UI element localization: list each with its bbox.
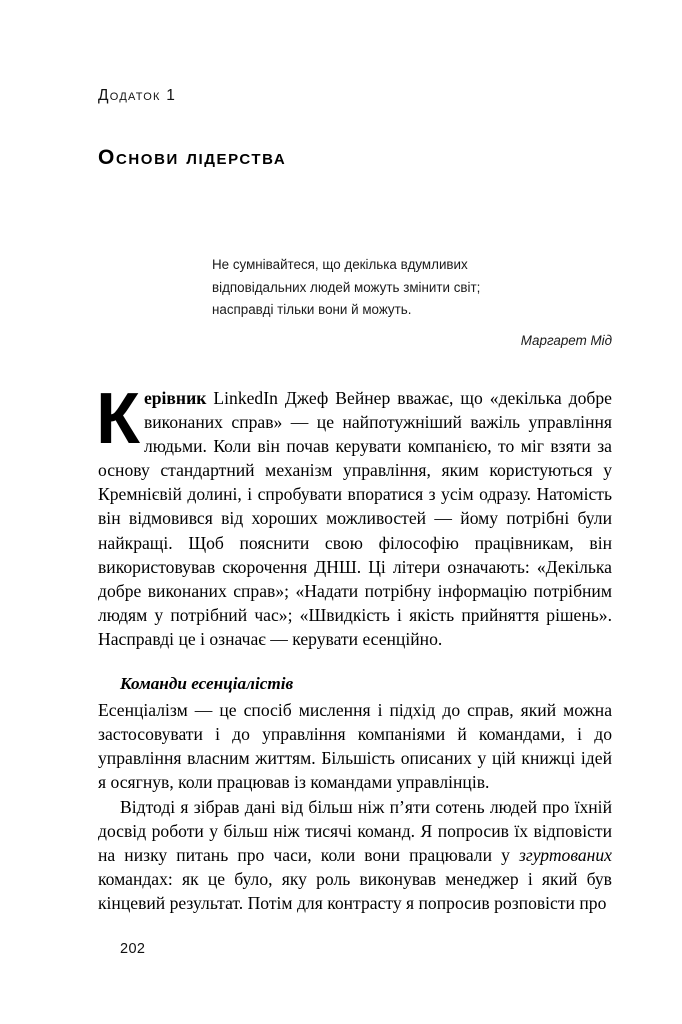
- body-text-column: [96, 379, 612, 915]
- epigraph-attribution: Маргарет Мід: [520, 333, 612, 348]
- paragraph-three-part-1: Відтоді я зібрав дані від більш ніж п’яти сотень людей про їхній досвід роботи у більш ніж тисячі команд. Я попросив їх відповісти на низку питань про часи, коли вони працювали у: [98, 796, 612, 865]
- emphasis-zgurtovanyh: згуртованих: [518, 844, 612, 865]
- epigraph-line-3: насправді тільки вони й можуть.: [212, 302, 412, 317]
- paragraph-opening: [96, 379, 612, 651]
- section-subheading: Команди есенціалістів: [120, 674, 294, 694]
- chapter-title: Основи лідерства: [98, 146, 287, 169]
- paragraph-three: [98, 795, 612, 915]
- lead-in-bold: ерівник: [143, 388, 207, 408]
- drop-cap: К: [96, 379, 140, 459]
- epigraph-quote: [212, 254, 612, 322]
- appendix-label: Додаток 1: [98, 87, 177, 104]
- page-number: 202: [120, 941, 146, 957]
- epigraph-line-1: Не сумнівайтеся, що декілька вдумливих: [212, 257, 468, 272]
- paragraph-opening-text: LinkedIn Джеф Вейнер вважає, що «декілька добре виконаних справ» — це найпотужніший важіль управління людьми. Коли він почав керувати компанією, то міг взяти за основу стандартний механізм управління, яким користуються у Кремнієвій долині, і спробувати впоратися з усім одразу. Натомість він відмовився від хороших можливостей — йому потрібні були найкращі. Щоб пояснити свою філософію працівникам, він використовував скорочення ДНШ. Ці літери означають: «Декілька добре виконаних справ»; «Надати потрібну інформацію потрібним людям у потрібний час»; «Швидкість і якість прийняття рішень». Насправді це і означає — керувати есенційно.: [98, 388, 612, 649]
- paragraph-two: Есенціалізм — це спосіб мислення і підхід до справ, який можна застосовувати і до управління компаніями й командами, і до управління власним життям. Більшість описаних у цій книжці ідей я осягнув, коли працював із командами управлінців.: [98, 700, 612, 793]
- epigraph-line-2: відповідальних людей можуть змінити світ;: [212, 279, 481, 295]
- paragraph-three-part-2: командах: як це було, яку роль виконував менеджер і який був кінцевий результат. Потім для контрасту я попросив розповісти про: [98, 868, 612, 913]
